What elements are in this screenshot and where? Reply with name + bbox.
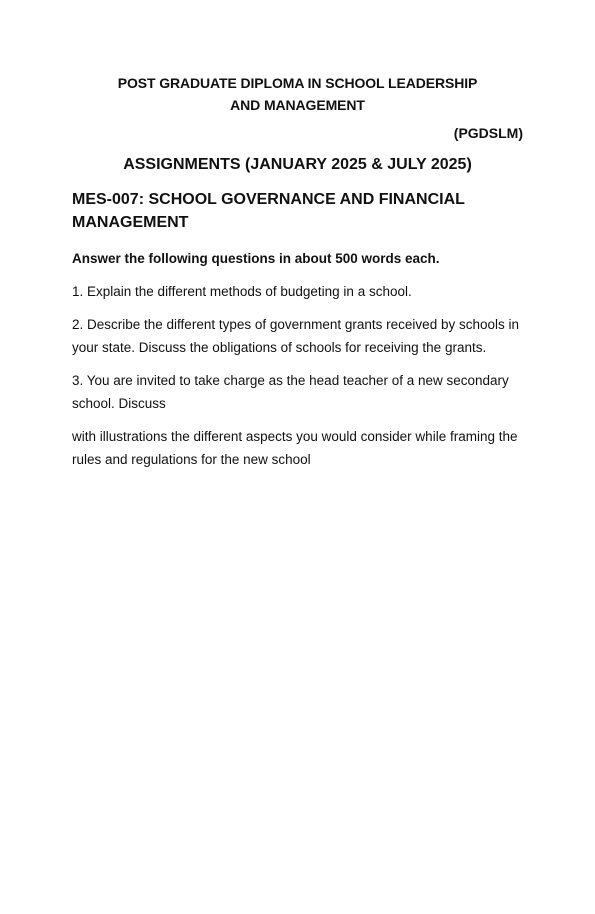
question-1: 1. Explain the different methods of budgeting in a school. (72, 284, 412, 299)
assignment-title: ASSIGNMENTS (JANUARY 2025 & JULY 2025) (123, 156, 472, 173)
programme-code: (PGDSLM) (453, 125, 523, 141)
question-3-continuation: with illustrations the different aspects you would consider while framing the rules and regulations for the new school (72, 429, 518, 467)
question-2: 2. Describe the different types of government grants received by schools in your state. Discuss the obligations of schools for receiving the grants. (72, 317, 519, 355)
programme-title: POST GRADUATE DIPLOMA IN SCHOOL LEADERSHIP AND MANAGEMENT (117, 75, 478, 113)
instruction-text: Answer the following questions in about 500 words each. (72, 251, 440, 266)
question-3: 3. You are invited to take charge as the head teacher of a new secondary school. Discuss (72, 373, 509, 411)
document-page (0, 72, 595, 914)
course-title: MES-007: SCHOOL GOVERNANCE AND FINANCIAL MANAGEMENT (72, 191, 465, 231)
